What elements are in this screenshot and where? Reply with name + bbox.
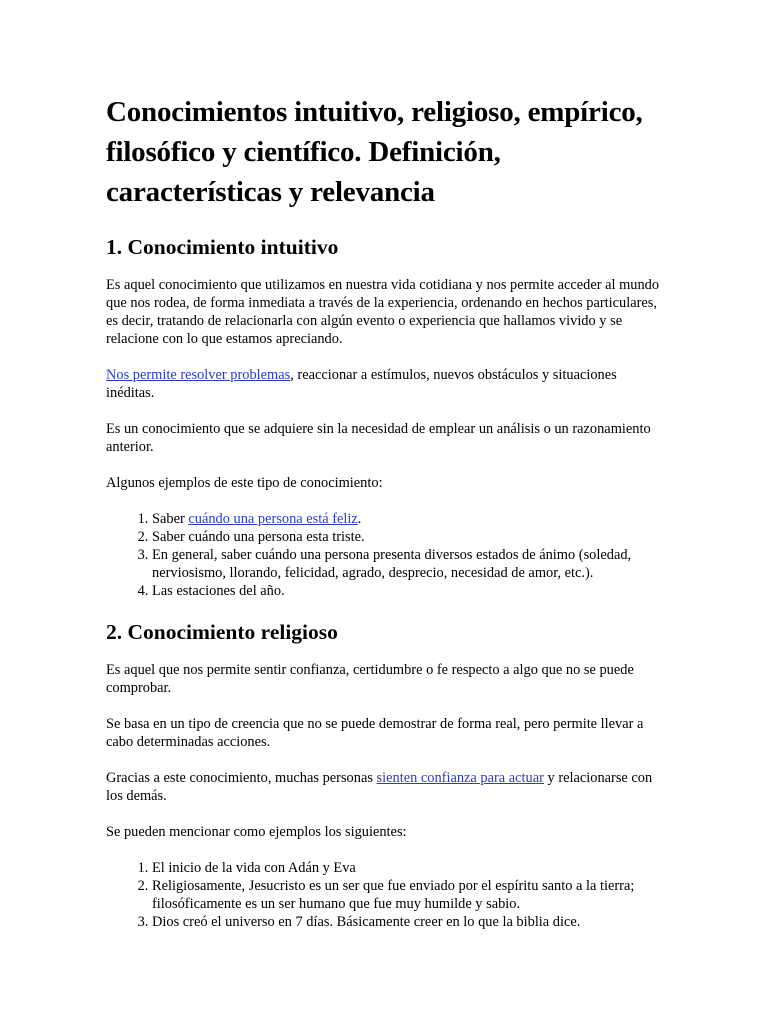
paragraph-text: y relacionarse con los demás.: [106, 770, 653, 804]
examples-list: [106, 859, 668, 931]
document-title: Conocimientos intuitivo, religioso, empírico, filosófico y científico. Definición, características y relevancia: [106, 96, 643, 208]
list-item: 1. El inicio de la vida con Adán y Eva: [152, 859, 668, 877]
list-item-text: Saber: [152, 511, 189, 527]
paragraph: Es un conocimiento que se adquiere sin la necesidad de emplear un análisis o un razonamiento anterior.: [106, 421, 651, 455]
section-religioso: [106, 618, 668, 931]
link-resolver-problemas[interactable]: Nos permite resolver problemas: [106, 367, 291, 383]
list-item: 4. Las estaciones del año.: [152, 582, 668, 600]
list-item-text: .: [357, 511, 362, 527]
paragraph-text: Gracias a este conocimiento, muchas personas: [106, 770, 377, 786]
section-heading: 1. Conocimiento intuitivo: [106, 235, 339, 259]
paragraph-text: , reaccionar a estímulos, nuevos obstáculos y situaciones inéditas.: [106, 367, 617, 401]
list-item: 2. Religiosamente, Jesucristo es un ser que fue enviado por el espíritu santo a la tierra; filosóficamente es un ser humano que fue muy humilde y sabio.: [152, 877, 668, 913]
list-item: 3. En general, saber cuándo una persona presenta diversos estados de ánimo (soledad, nerviosismo, llorando, felicidad, agrado, desprecio, necesidad de amor, etc.).: [152, 546, 668, 582]
examples-list: [106, 510, 668, 600]
section-heading: 2. Conocimiento religioso: [106, 620, 338, 644]
link-persona-feliz[interactable]: cuándo una persona está feliz: [188, 511, 358, 527]
paragraph: Se basa en un tipo de creencia que no se puede demostrar de forma real, pero permite llevar a cabo determinadas acciones.: [106, 716, 644, 750]
paragraph: Es aquel conocimiento que utilizamos en nuestra vida cotidiana y nos permite acceder al mundo que nos rodea, de forma inmediata a través de la experiencia, ordenando en hechos particulares, es decir, tratando de relacionarla con algún evento o experiencia que hallamos vivido y se relacione con lo que estamos apreciando.: [106, 277, 660, 347]
list-item: 3. Dios creó el universo en 7 días. Básicamente creer en lo que la biblia dice.: [152, 913, 668, 931]
section-intuitivo: [106, 233, 668, 600]
list-item: [152, 510, 668, 528]
paragraph: Es aquel que nos permite sentir confianza, certidumbre o fe respecto a algo que no se puede comprobar.: [106, 662, 634, 696]
list-item: 2. Saber cuándo una persona esta triste.: [152, 528, 668, 546]
paragraph: Algunos ejemplos de este tipo de conocimiento:: [106, 475, 383, 491]
paragraph: Se pueden mencionar como ejemplos los siguientes:: [106, 824, 407, 840]
paragraph: [106, 366, 668, 402]
paragraph: [106, 769, 668, 805]
link-confianza-actuar[interactable]: sienten confianza para actuar: [376, 770, 544, 786]
